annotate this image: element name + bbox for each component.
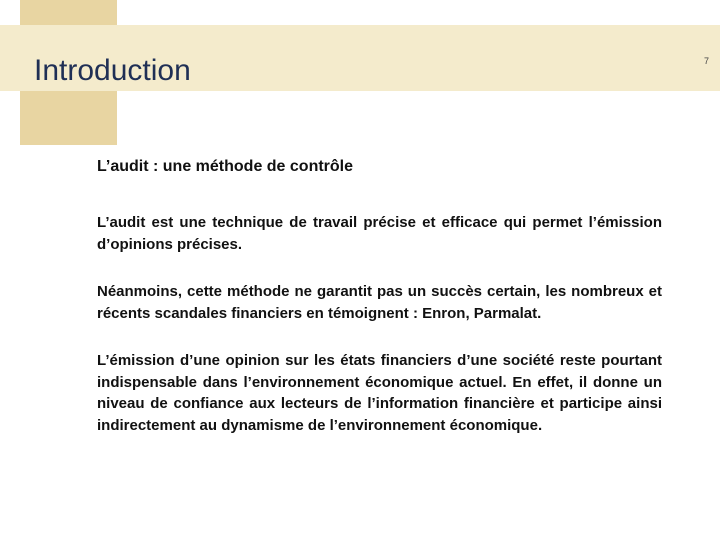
paragraph-1: L’audit est une technique de travail précise et efficace qui permet l’émission d’opinions précises. [97, 214, 662, 253]
paragraph-3: L’émission d’une opinion sur les états financiers d’une société reste pourtant indispensable dans l’environnement économique actuel. En effet, il donne un niveau de confiance aux lecteurs de l’information financière et participe ainsi indirectement au dynamisme de l’environnement économique. [97, 352, 662, 434]
slide-title: Introduction [34, 54, 191, 87]
slide-subtitle: L’audit : une méthode de contrôle [97, 158, 354, 175]
slide-number: 7 [703, 56, 709, 66]
paragraph-2: Néanmoins, cette méthode ne garantit pas un succès certain, les nombreux et récents scandales financiers en témoignent : Enron, Parmalat. [97, 283, 662, 322]
slide-content [97, 156, 662, 462]
